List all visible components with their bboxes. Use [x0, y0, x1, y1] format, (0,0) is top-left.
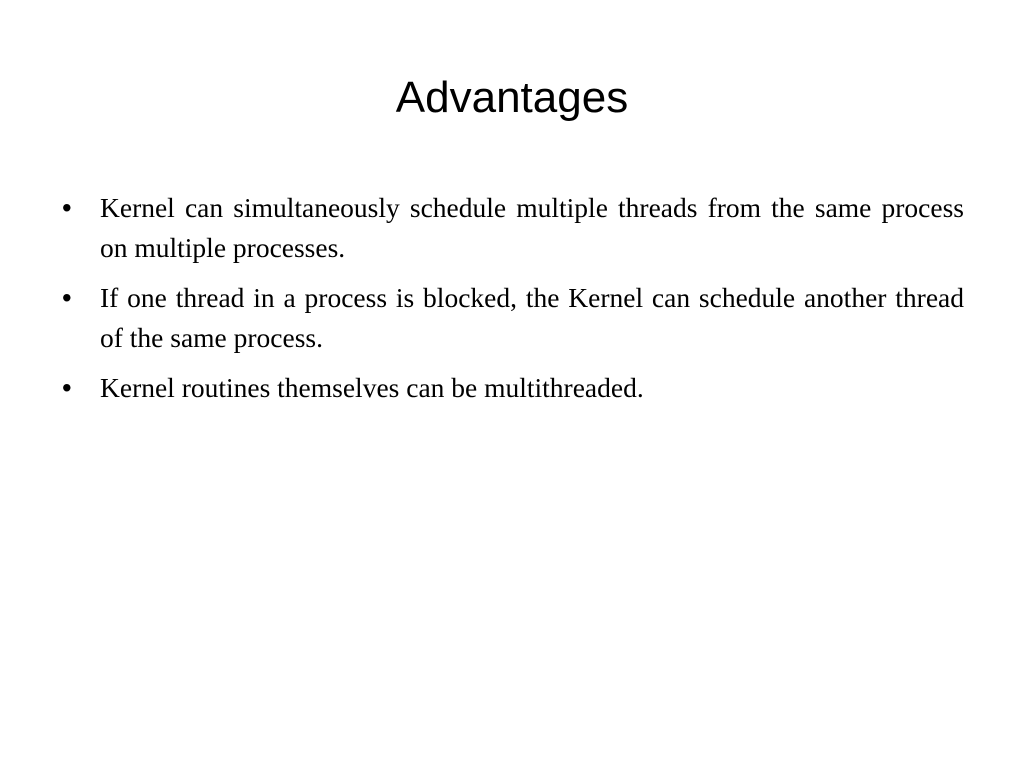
bullet-text: Kernel can simultaneously schedule multiple threads from the same process on multiple processes.: [100, 192, 964, 263]
bullet-mark: •: [62, 282, 72, 313]
bullet-item: [62, 188, 964, 268]
bullet-mark: •: [62, 192, 72, 223]
bullet-list: [62, 188, 964, 418]
bullet-text: If one thread in a process is blocked, the Kernel can schedule another thread of the same process.: [100, 282, 964, 353]
slide-title: Advantages: [395, 73, 629, 122]
bullet-text: Kernel routines themselves can be multithreaded.: [100, 372, 644, 403]
bullet-item: [62, 368, 964, 408]
bullet-item: [62, 278, 964, 358]
bullet-mark: •: [62, 372, 72, 403]
